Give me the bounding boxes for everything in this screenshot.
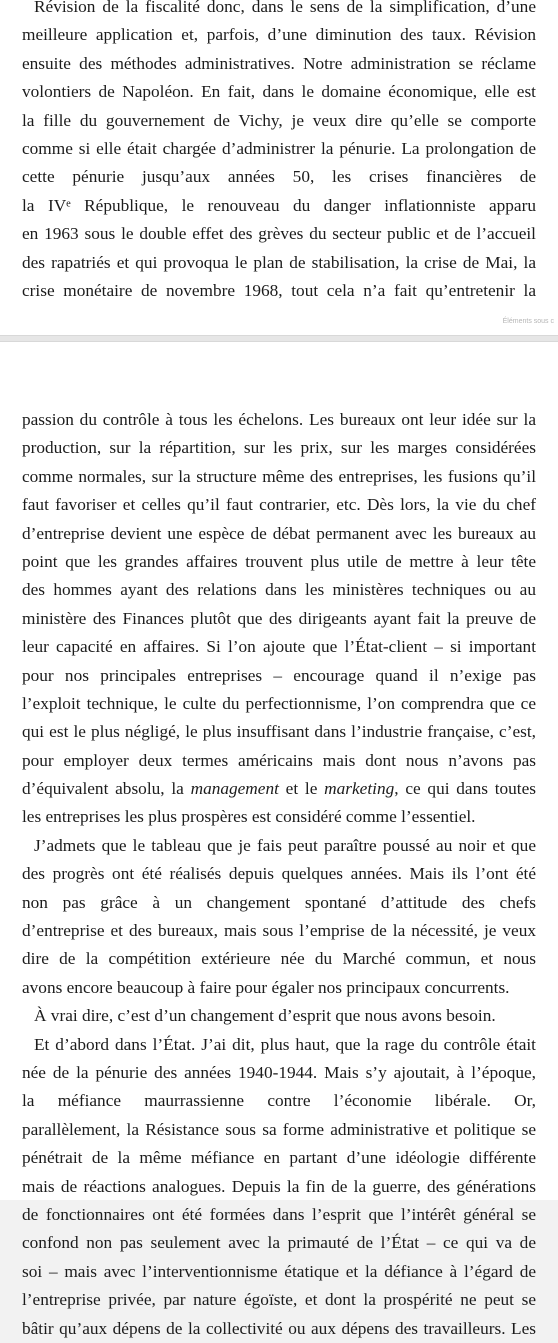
text-line: ensuite des méthodes administratives. Notre administration se réclame — [22, 53, 536, 73]
text-line: qui est le plus négligé, le plus insuffisant dans l’industrie française, c’est, — [22, 722, 536, 742]
text-line: la fille du gouvernement de Vichy, je veux dire qu’elle se comporte — [22, 110, 536, 130]
text-line: non pas grâce à un changement spontané d’attitude des chefs — [22, 892, 536, 912]
text-line: l’entreprise privée, par nature égoïste, et dont la prospérité ne peut se — [22, 1290, 536, 1310]
text-line: la méfiance maurrassienne contre l’économie libérale. Or, — [22, 1091, 536, 1111]
paragraph-controle — [22, 406, 536, 775]
paragraph-changement-esprit: À vrai dire, c’est d’un changement d’esprit que nous avons besoin. — [34, 1006, 496, 1026]
text-line: volontiers de Napoléon. En fait, dans le domaine économique, elle est — [22, 82, 536, 102]
text-line: des rapatriés et qui provoqua le plan de stabilisation, la crise de Mai, la — [22, 252, 536, 272]
text-line: point que les grandes affaires trouvent plus utile de mettre à leur tête — [22, 551, 536, 571]
text-line: la IVᵉ République, le renouveau du danger inflationniste apparu — [22, 195, 536, 215]
footer-note: Éléments sous c — [502, 318, 554, 325]
text-line: pénétrait de la même méfiance en partant d’une idéologie différente — [22, 1148, 536, 1168]
text-line: comme normales, sur la structure même des entreprises, les fusions qu’il — [22, 466, 536, 486]
text-line: mais de réactions analogues. Depuis la fin de la guerre, des générations — [22, 1176, 536, 1196]
text-line: l’exploit technique, le culte du perfectionnisme, l’on comprendra que ce — [22, 693, 536, 713]
text-line: d’entreprise et des bureaux, mais sous l’emprise de la nécessité, je veux — [22, 921, 536, 941]
paragraph-fiscalite — [22, 0, 536, 305]
text-line: des progrès ont été réalisés depuis quelques années. Mais ils l’ont été — [22, 864, 536, 884]
text-line: pour nos principales entreprises – encourage quand il n’exige pas — [22, 665, 536, 685]
paragraph-etat — [22, 1031, 536, 1343]
text-line: comme si elle était chargée d’administrer la pénurie. La prolongation de — [22, 138, 536, 158]
text-line: en 1963 sous le double effet des grèves du secteur public et de l’accueil — [22, 224, 536, 244]
text-line: dire de la compétition extérieure née du Marché commun, et nous — [22, 949, 536, 969]
italic-term-management: management — [190, 779, 279, 799]
text-line: faut favoriser et celles qu’il faut contrarier, etc. Dès lors, la vie du chef — [22, 495, 536, 515]
text-line: ministère des Finances plutôt que des dirigeants ayant fait la preuve de — [22, 608, 536, 628]
text-line: J’admets que le tableau que je fais peut paraître poussé au noir et que — [34, 835, 536, 855]
text-line: production, sur la répartition, sur les prix, sur les marges considérées — [22, 438, 536, 458]
text-line: bâtir qu’aux dépens de la collectivité ou aux dépens des travailleurs. Les — [22, 1318, 536, 1338]
text-line: passion du contrôle à tous les échelons. Les bureaux ont leur idée sur la — [22, 410, 536, 429]
text-line: parallèlement, la Résistance sous sa forme administrative et politique se — [22, 1119, 536, 1139]
page-separator — [0, 335, 558, 342]
text-line: pour employer deux termes américains mais dont nous n’avons pas — [22, 750, 536, 770]
text-line: cette pénurie jusqu’aux années 50, les crises financières de — [22, 167, 536, 187]
text-line-italic: d’équivalent absolu, la management et le marketing, ce qui dans toutes — [22, 779, 537, 799]
text-line: Révision de la fiscalité donc, dans le sens de la simplification, d’une — [34, 0, 536, 16]
text-line: née de la pénurie des années 1940-1944. Mais s’y ajoutait, à l’époque, — [22, 1062, 536, 1082]
page-top — [0, 0, 558, 335]
text-line: Et d’abord dans l’État. J’ai dit, plus haut, que la rage du contrôle était — [34, 1034, 536, 1054]
paragraph-tableau — [22, 832, 536, 1002]
italic-term-marketing: marketing — [324, 779, 395, 799]
text-line: avons encore beaucoup à faire pour égaler nos principaux concurrents. — [22, 977, 510, 997]
text-line: confond non pas seulement avec la primauté de l’État – ce qui va de — [22, 1233, 536, 1253]
text-line: de fonctionnaires ont été formées dans l’esprit que l’intérêt général se — [22, 1204, 536, 1224]
text-line: soi – mais avec l’interventionnisme étatique et la défiance à l’égard de — [22, 1261, 536, 1281]
text-line: meilleure application et, parfois, d’une diminution des taux. Révision — [22, 25, 536, 45]
text-line: d’entreprise devient une espèce de débat permanent avec les bureaux au — [22, 523, 536, 543]
text-line: crise monétaire de novembre 1968, tout cela n’a fait qu’entretenir la — [22, 280, 536, 300]
text-line: leur capacité en affaires. Si l’on ajoute que l’État-client – si important — [22, 637, 536, 657]
page-bottom — [0, 342, 558, 1338]
text-line: des hommes ayant des relations dans les ministères techniques ou au — [22, 580, 536, 600]
text-line: les entreprises les plus prospères est considéré comme l’essentiel. — [22, 807, 476, 827]
